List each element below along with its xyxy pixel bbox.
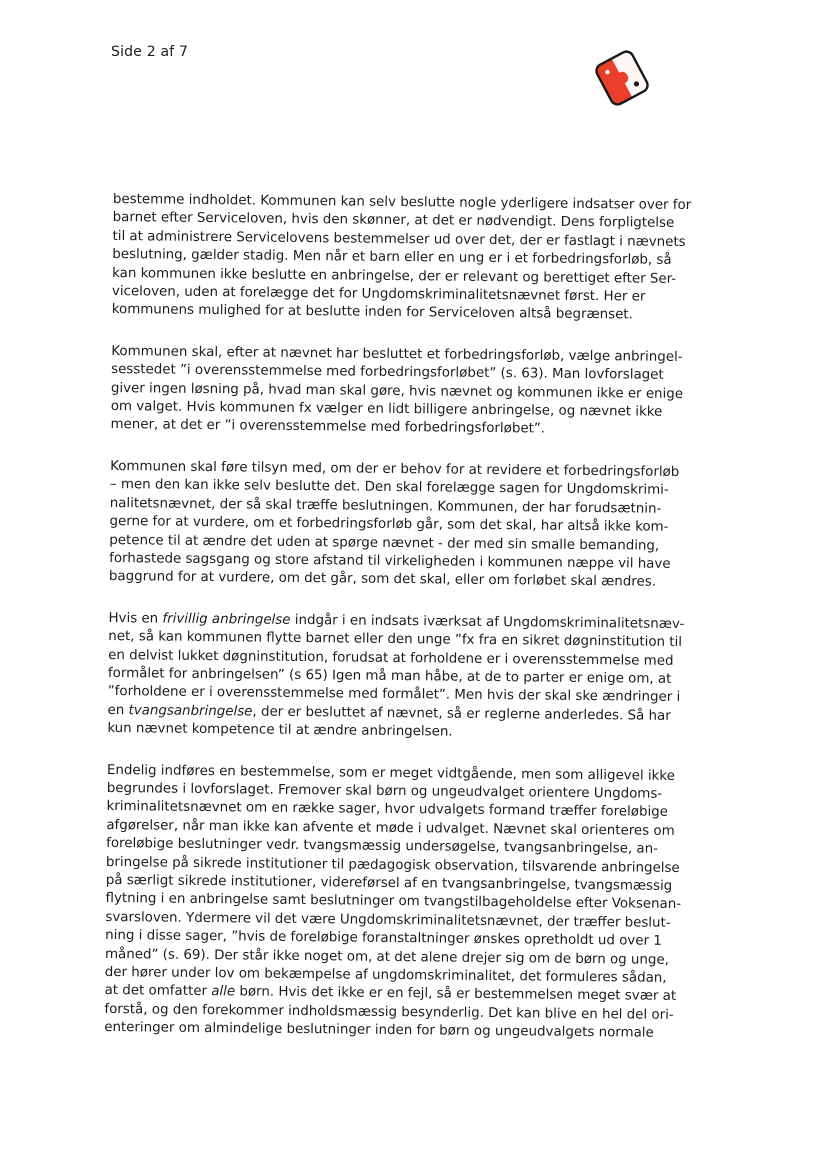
text-run: en <box>107 702 129 718</box>
text-run: på særligt sikrede institutioner, videreførsel af en tvangsanbringelse, tvangsmæssig <box>105 872 673 894</box>
text-run: svarsloven. Ydermere vil det være Ungdomskriminalitetsnævnet, der træffer beslut- <box>105 909 671 931</box>
text-run: net, så kan kommunen flytte barnet eller den unge ”fx fra en sikret døgninstitution til <box>108 629 683 651</box>
text-run: Kommunen skal, efter at nævnet har besluttet et forbedringsforløb, vælge anbringel- <box>111 343 683 365</box>
paragraph <box>109 458 695 593</box>
text-run: en delvist lukket døgninstitution, forudsat at forholdene er i overensstemmelse med <box>108 647 674 669</box>
text-run: måned” (s. 69). Der står ikke noget om, at det alene drejer sig om de børn og unge, <box>104 946 669 968</box>
text-run: Endelig indføres en bestemmelse, som er meget vidtgående, men som alligevel ikke <box>106 762 675 784</box>
text-run: mener, at det er ”i overensstemmelse med forbedringsforløbet”. <box>110 417 546 438</box>
text-run: barnet efter Serviceloven, hvis den skønner, at det er nødvendigt. Dens forpligtelse <box>112 210 675 232</box>
text-run: der hører under lov om bekæmpelse af ungdomskriminalitet, det formuleres sådan, <box>104 964 667 986</box>
text-run: giver ingen løsning på, hvad man skal gøre, hvis nævnet og kommunen ikke er enige <box>110 380 684 402</box>
text-run: – men den kan ikke selv beslutte det. Den skal forelægge sagen for Ungdomskrimi- <box>109 477 669 499</box>
text-run: enteringer om almindelige beslutninger inden for børn og ungeudvalgets normale <box>104 1020 654 1041</box>
paragraph <box>107 610 693 745</box>
italic-term: frivillig anbringelse <box>162 611 291 628</box>
text-run: bringelse på sikrede institutioner til pædagogisk observation, tilsvarende anbringelse <box>105 854 680 876</box>
text-run: kommunens mulighed for at beslutte inden for Serviceloven altså begrænset. <box>111 302 633 323</box>
text-run: flytning i en anbringelse samt beslutninger om tvangstilbageholdelse efter Voksenan- <box>105 891 682 913</box>
text-run: kan kommunen ikke beslutte en anbringelse, der er relevant og berettiget efter Ser- <box>112 265 677 287</box>
text-run: bestemme indholdet. Kommunen kan selv beslutte nogle yderligere indsatser over for <box>112 191 692 214</box>
text-run: om valget. Hvis kommunen fx vælger en lidt billigere anbringelse, og nævnet ikke <box>110 399 663 420</box>
italic-term: tvangsanbringelse <box>128 702 253 720</box>
red-puzzle-logo-icon <box>592 50 652 106</box>
paragraph <box>104 762 692 1044</box>
document-body <box>104 191 698 1067</box>
page-number: Side 2 af 7 <box>111 44 189 60</box>
text-run: gerne for at vurdere, om et forbedringsforløb går, som det skal, har altså ikke kom- <box>109 514 669 535</box>
paragraph <box>110 343 696 441</box>
text-run: Hvis en <box>108 610 163 627</box>
text-run: forhastede sagsgang og store afstand til virkeligheden i kommunen næppe vil have <box>109 550 671 572</box>
text-run: at det omfatter <box>104 983 212 1000</box>
text-run: ning i disse sager, ”hvis de foreløbige foranstaltninger ønskes opretholdt ud over 1 <box>105 928 662 950</box>
text-run: forstå, og den forekommer indholdsmæssig besynderlig. Det kan blive en hel del ori- <box>104 1001 674 1023</box>
text-run: nalitetsnævnet, der så skal træffe beslutningen. Kommunen, der har forudsætnin- <box>109 495 662 517</box>
text-run: foreløbige beslutninger vedr. tvangsmæssig undersøgelse, tvangsanbringelse, an- <box>106 836 659 857</box>
text-run: ”forholdene er i overensstemmelse med formålet”. Men hvis der skal ske ændringer i <box>107 684 681 706</box>
text-run: indgår i en indsats iværksat af Ungdomskriminalitetsnæv- <box>290 612 685 632</box>
text-run: beslutning, gælder stadig. Men når et barn eller en ung er i et forbedringsforløb, så <box>112 247 672 269</box>
text-run: kun nævnet kompetence til at ændre anbringelsen. <box>107 721 453 740</box>
text-run: , der er besluttet af nævnet, så er reglerne anderledes. Så har <box>252 704 671 724</box>
text-run: afgørelser, når man ikke kan afvente et møde i udvalget. Nævnet skal orienteres om <box>106 817 675 839</box>
paragraph <box>112 191 698 326</box>
text-run: Kommunen skal føre tilsyn med, om der er behov for at revidere et forbedringsforløb <box>110 458 680 480</box>
text-run: petence til at ændre det uden at spørge nævnet - der med sin smalle bemanding, <box>109 532 660 554</box>
text-run: børn. Hvis det ikke er en fejl, så er bestemmelsen meget svær at <box>235 984 677 1005</box>
text-run: til at administrere Servicelovens bestemmelser ud over det, der er fastlagt i nævnets <box>112 228 686 250</box>
text-run: formålet for anbringelsen” (s 65) Igen må man håbe, at de to parter er enige om, at <box>107 665 672 687</box>
text-run: viceloven, uden at forelægge det for Ungdomskriminalitetsnævnet først. Her er <box>111 284 646 305</box>
text-run: kriminalitetsnævnet om en række sager, hvor udvalgets formand træffer foreløbige <box>106 799 669 821</box>
text-run: baggrund for at vurdere, om det går, som det skal, eller om forløbet skal ændres. <box>108 569 657 591</box>
italic-term: alle <box>211 984 236 1000</box>
text-run: sesstedet ”i overensstemmelse med forbedringsforløbet” (s. 63). Man lovforslaget <box>111 362 664 384</box>
text-run: begrundes i lovforslaget. Fremover skal børn og ungeudvalget orientere Ungdoms- <box>106 780 663 802</box>
